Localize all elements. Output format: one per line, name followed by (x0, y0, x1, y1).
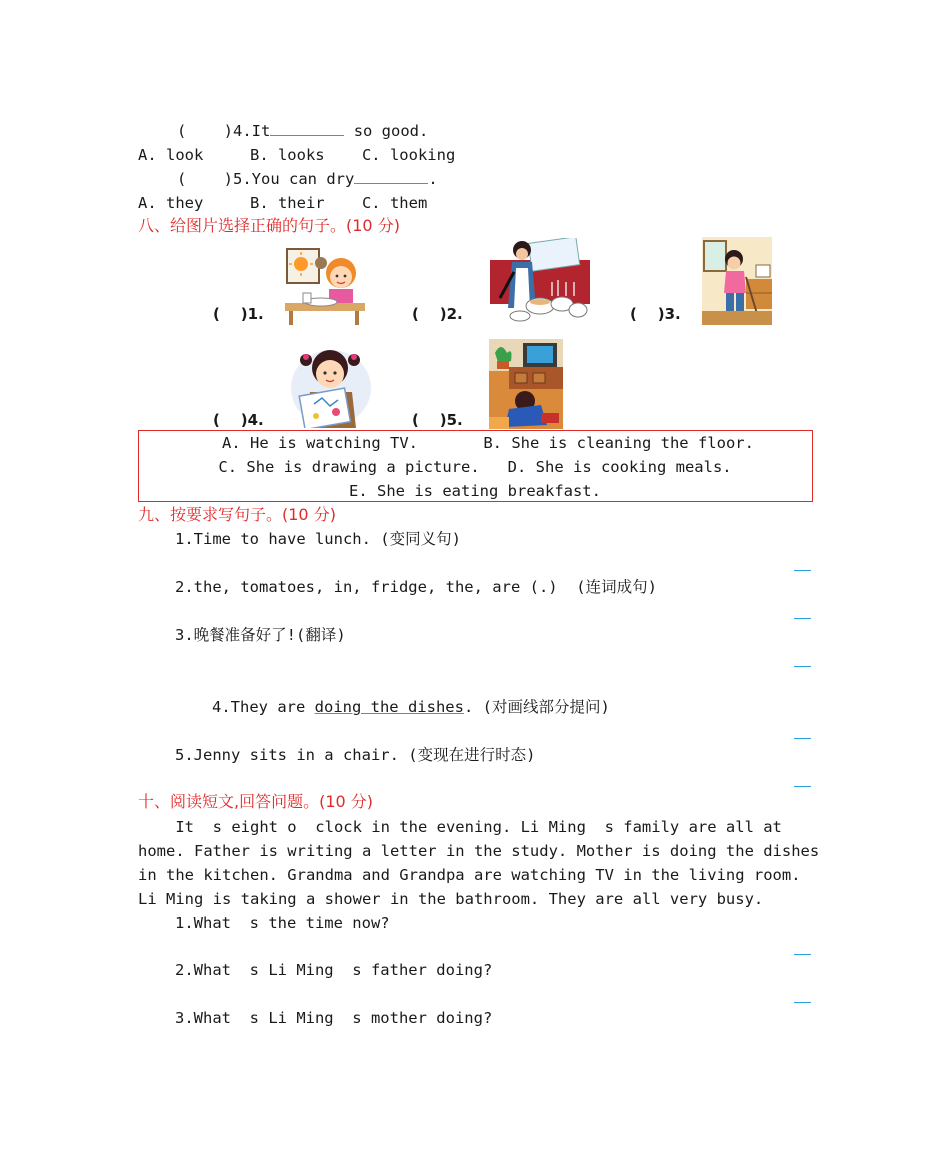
s10-question-2: 2.What s Li Ming s father doing? (175, 961, 493, 979)
s10-question-1: 1.What s the time now? (175, 914, 390, 932)
sentence-option-row-1: A. He is watching TV. B. She is cleaning the floor. (222, 434, 754, 452)
section8-heading: 八、给图片选择正确的句子。(10 分) (138, 216, 400, 235)
answer-line[interactable] (794, 570, 811, 571)
woman-cooking-meals-picture (490, 238, 590, 324)
q5-options: A. they B. their C. them (138, 194, 428, 212)
sentence-option-row-2: C. She is drawing a picture. D. She is cooking meals. (218, 458, 732, 476)
s9-question-5: 5.Jenny sits in a chair. (变现在进行时态) (175, 746, 536, 764)
picture-label-4[interactable]: ( )4. (213, 411, 264, 429)
answer-paren[interactable]: ( ) (177, 170, 233, 188)
s10-question-3: 3.What s Li Ming s mother doing? (175, 1009, 493, 1027)
answer-line[interactable] (794, 666, 811, 667)
picture-label-2[interactable]: ( )2. (412, 305, 463, 323)
q4-line: ( )4.It so good. (177, 122, 429, 140)
answer-line[interactable] (794, 786, 811, 787)
girl-eating-breakfast-picture (285, 247, 365, 325)
q4-options: A. look B. looks C. looking (138, 146, 456, 164)
girl-drawing-picture (286, 340, 372, 428)
girl-cleaning-floor-picture (702, 237, 772, 325)
fill-blank[interactable] (354, 169, 428, 184)
underlined-phrase: doing the dishes (314, 698, 464, 716)
section10-heading: 十、阅读短文,回答问题。(10 分) (138, 792, 374, 811)
s9-question-2: 2.the, tomatoes, in, fridge, the, are (.) (连词成句) (175, 578, 657, 596)
q5-line: ( )5.You can dry . (177, 170, 438, 188)
answer-line[interactable] (794, 954, 811, 955)
answer-line[interactable] (794, 618, 811, 619)
s9-question-1: 1.Time to have lunch. (变同义句) (175, 530, 461, 548)
passage-line-2: home. Father is writing a letter in the study. Mother is doing the dishes (138, 842, 820, 860)
answer-line[interactable] (794, 1002, 811, 1003)
picture-label-1[interactable]: ( )1. (213, 305, 264, 323)
boy-watching-tv-picture (489, 339, 563, 429)
answer-line[interactable] (794, 738, 811, 739)
section9-heading: 九、按要求写句子。(10 分) (138, 505, 336, 524)
passage-line-3: in the kitchen. Grandma and Grandpa are watching TV in the living room. (138, 866, 801, 884)
passage-line-1: It s eight o clock in the evening. Li Ming s family are all at (138, 818, 782, 836)
fill-blank[interactable] (270, 121, 344, 136)
sentence-option-row-3: E. She is eating breakfast. (349, 482, 601, 500)
answer-paren[interactable]: ( ) (177, 122, 233, 140)
picture-label-3[interactable]: ( )3. (630, 305, 681, 323)
s9-question-4: 4.They are doing the dishes. (对画线部分提问) (212, 698, 610, 716)
passage-line-4: Li Ming is taking a shower in the bathroom. They are all very busy. (138, 890, 764, 908)
picture-label-5[interactable]: ( )5. (412, 411, 463, 429)
s9-question-3: 3.晚餐准备好了!(翻译) (175, 626, 346, 644)
